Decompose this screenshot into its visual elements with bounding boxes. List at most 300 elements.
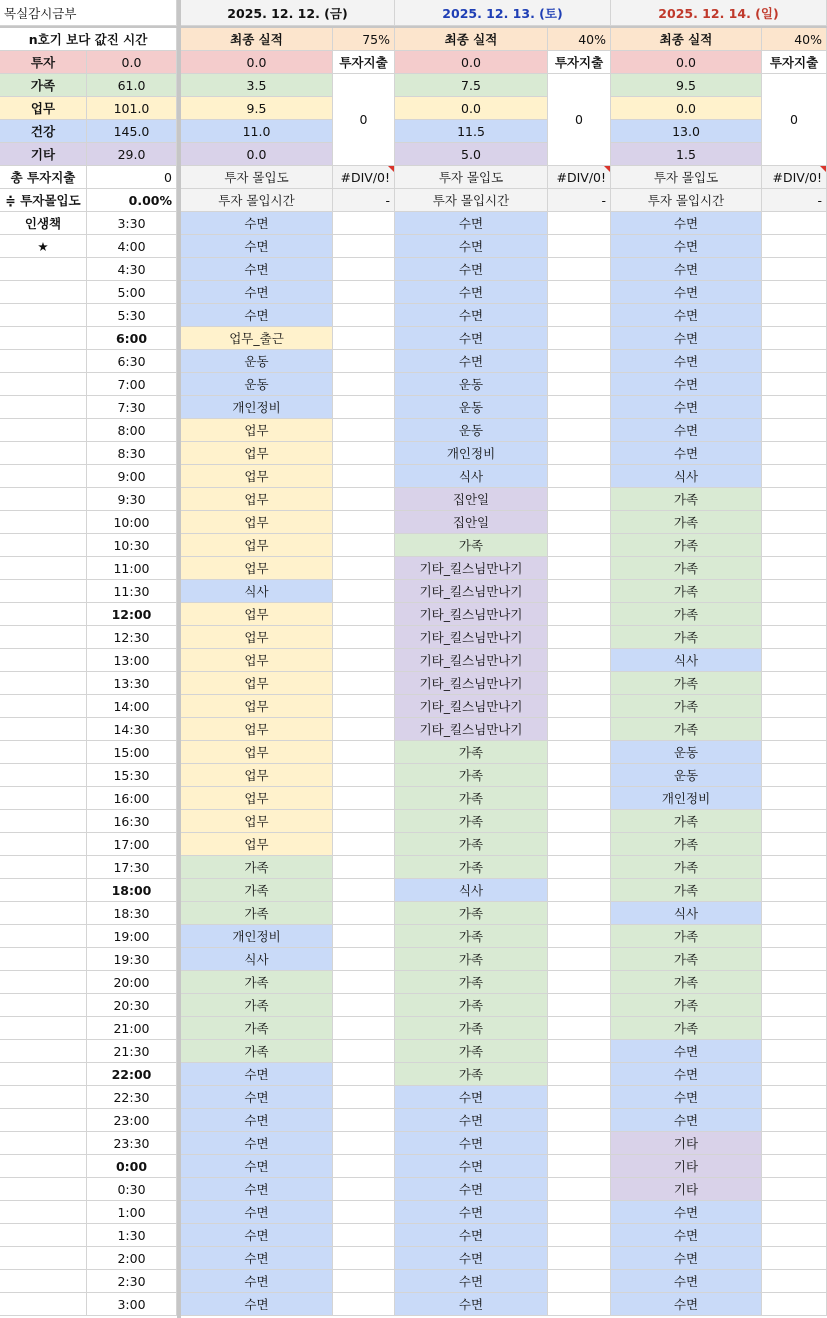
note-cell[interactable] [548, 810, 611, 833]
time-slot[interactable]: 8:00 [87, 419, 177, 442]
activity-cell[interactable]: 식사 [181, 580, 333, 603]
note-cell[interactable] [548, 787, 611, 810]
time-slot[interactable]: 1:30 [87, 1224, 177, 1247]
activity-cell[interactable]: 가족 [181, 971, 333, 994]
life-label[interactable]: 인생책 [0, 212, 87, 235]
note-cell[interactable] [333, 465, 395, 488]
note-cell[interactable] [548, 281, 611, 304]
activity-cell[interactable]: 수면 [181, 1270, 333, 1293]
left-cell[interactable] [0, 787, 87, 810]
activity-cell[interactable]: 가족 [611, 557, 762, 580]
activity-cell[interactable]: 기타 [611, 1132, 762, 1155]
note-cell[interactable] [548, 925, 611, 948]
summary-label[interactable]: 기타 [0, 143, 87, 166]
activity-cell[interactable]: 수면 [395, 1201, 548, 1224]
day-summary-value[interactable]: 9.5 [181, 97, 333, 120]
activity-cell[interactable]: 수면 [181, 304, 333, 327]
time-slot[interactable]: 14:00 [87, 695, 177, 718]
time-slot[interactable]: 11:30 [87, 580, 177, 603]
note-cell[interactable] [762, 304, 827, 327]
activity-cell[interactable]: 업무 [181, 695, 333, 718]
activity-cell[interactable]: 운동 [611, 741, 762, 764]
expense-value[interactable]: 0 [762, 74, 827, 166]
note-cell[interactable] [762, 465, 827, 488]
day-summary-value[interactable]: 0.0 [611, 51, 762, 74]
time-slot[interactable]: 21:30 [87, 1040, 177, 1063]
time-slot[interactable]: 9:30 [87, 488, 177, 511]
focus-header[interactable]: 투자 몰입도 [395, 166, 548, 189]
note-cell[interactable] [333, 419, 395, 442]
activity-cell[interactable]: 수면 [395, 304, 548, 327]
note-cell[interactable] [548, 1178, 611, 1201]
note-cell[interactable] [762, 1224, 827, 1247]
activity-cell[interactable]: 수면 [611, 1086, 762, 1109]
time-slot[interactable]: 21:00 [87, 1017, 177, 1040]
note-cell[interactable] [333, 1109, 395, 1132]
left-header[interactable]: n호기 보다 값진 시간 [0, 28, 177, 51]
day-summary-value[interactable]: 0.0 [395, 51, 548, 74]
time-slot[interactable]: 15:00 [87, 741, 177, 764]
focus-label[interactable]: ≑ 투자몰입도 [0, 189, 87, 212]
time-slot[interactable]: 20:00 [87, 971, 177, 994]
day-summary-value[interactable]: 9.5 [611, 74, 762, 97]
note-cell[interactable] [333, 1017, 395, 1040]
note-cell[interactable] [333, 925, 395, 948]
note-cell[interactable] [762, 1040, 827, 1063]
day-summary-value[interactable]: 1.5 [611, 143, 762, 166]
activity-cell[interactable]: 수면 [611, 304, 762, 327]
summary-label[interactable]: 투자 [0, 51, 87, 74]
left-cell[interactable] [0, 534, 87, 557]
note-cell[interactable] [548, 350, 611, 373]
note-cell[interactable] [333, 764, 395, 787]
note-cell[interactable] [548, 1063, 611, 1086]
note-cell[interactable] [548, 534, 611, 557]
note-cell[interactable] [333, 741, 395, 764]
left-cell[interactable] [0, 902, 87, 925]
activity-cell[interactable]: 기타_킬스님만나기 [395, 603, 548, 626]
left-cell[interactable] [0, 718, 87, 741]
note-cell[interactable] [762, 1247, 827, 1270]
left-cell[interactable] [0, 994, 87, 1017]
activity-cell[interactable]: 개인정비 [181, 925, 333, 948]
expense-header[interactable]: 투자지출 [333, 51, 395, 74]
day-percent[interactable]: 40% [548, 28, 611, 51]
note-cell[interactable] [548, 1040, 611, 1063]
activity-cell[interactable]: 수면 [611, 1201, 762, 1224]
note-cell[interactable] [762, 511, 827, 534]
summary-total[interactable]: 0.0 [87, 51, 177, 74]
day-summary-value[interactable]: 0.0 [395, 97, 548, 120]
activity-cell[interactable]: 가족 [611, 971, 762, 994]
note-cell[interactable] [548, 672, 611, 695]
left-cell[interactable] [0, 741, 87, 764]
note-cell[interactable] [333, 350, 395, 373]
activity-cell[interactable]: 수면 [181, 1086, 333, 1109]
left-cell[interactable] [0, 488, 87, 511]
note-cell[interactable] [548, 1224, 611, 1247]
activity-cell[interactable]: 가족 [611, 695, 762, 718]
activity-cell[interactable]: 업무 [181, 488, 333, 511]
note-cell[interactable] [762, 235, 827, 258]
note-cell[interactable] [548, 741, 611, 764]
note-cell[interactable] [548, 511, 611, 534]
activity-cell[interactable]: 수면 [611, 1063, 762, 1086]
note-cell[interactable] [762, 1017, 827, 1040]
left-cell[interactable] [0, 925, 87, 948]
time-slot[interactable]: 12:30 [87, 626, 177, 649]
focus-time-value[interactable]: - [548, 189, 611, 212]
left-cell[interactable] [0, 1086, 87, 1109]
activity-cell[interactable]: 수면 [395, 1293, 548, 1316]
time-slot[interactable]: 2:30 [87, 1270, 177, 1293]
activity-cell[interactable]: 기타_킬스님만나기 [395, 626, 548, 649]
note-cell[interactable] [333, 281, 395, 304]
date-header-2[interactable]: 2025. 12. 13. (토) [395, 0, 611, 26]
left-cell[interactable] [0, 1109, 87, 1132]
activity-cell[interactable]: 기타_킬스님만나기 [395, 718, 548, 741]
note-cell[interactable] [762, 327, 827, 350]
left-cell[interactable] [0, 1201, 87, 1224]
left-cell[interactable] [0, 948, 87, 971]
note-cell[interactable] [762, 718, 827, 741]
note-cell[interactable] [548, 603, 611, 626]
note-cell[interactable] [762, 764, 827, 787]
time-slot[interactable]: 22:30 [87, 1086, 177, 1109]
time-slot[interactable]: 23:30 [87, 1132, 177, 1155]
time-slot[interactable]: 14:30 [87, 718, 177, 741]
summary-total[interactable]: 101.0 [87, 97, 177, 120]
activity-cell[interactable]: 기타_킬스님만나기 [395, 649, 548, 672]
activity-cell[interactable]: 가족 [611, 1017, 762, 1040]
note-cell[interactable] [333, 603, 395, 626]
activity-cell[interactable]: 수면 [611, 442, 762, 465]
note-cell[interactable] [762, 396, 827, 419]
activity-cell[interactable]: 가족 [611, 718, 762, 741]
note-cell[interactable] [762, 787, 827, 810]
note-cell[interactable] [548, 304, 611, 327]
activity-cell[interactable]: 수면 [181, 1293, 333, 1316]
left-cell[interactable] [0, 1270, 87, 1293]
note-cell[interactable] [333, 948, 395, 971]
note-cell[interactable] [762, 741, 827, 764]
day-summary-value[interactable]: 13.0 [611, 120, 762, 143]
note-cell[interactable] [333, 1224, 395, 1247]
activity-cell[interactable]: 가족 [395, 902, 548, 925]
note-cell[interactable] [762, 1063, 827, 1086]
activity-cell[interactable]: 업무 [181, 534, 333, 557]
left-cell[interactable] [0, 281, 87, 304]
activity-cell[interactable]: 수면 [395, 1132, 548, 1155]
note-cell[interactable] [548, 718, 611, 741]
time-slot[interactable]: 18:30 [87, 902, 177, 925]
note-cell[interactable] [333, 718, 395, 741]
time-slot[interactable]: 4:00 [87, 235, 177, 258]
activity-cell[interactable]: 수면 [611, 396, 762, 419]
focus-header[interactable]: 투자 몰입도 [611, 166, 762, 189]
activity-cell[interactable]: 가족 [395, 948, 548, 971]
time-slot[interactable]: 5:30 [87, 304, 177, 327]
day-summary-value[interactable]: 0.0 [611, 97, 762, 120]
time-slot[interactable]: 15:30 [87, 764, 177, 787]
activity-cell[interactable]: 식사 [395, 465, 548, 488]
activity-cell[interactable]: 수면 [395, 327, 548, 350]
note-cell[interactable] [762, 603, 827, 626]
note-cell[interactable] [548, 396, 611, 419]
activity-cell[interactable]: 수면 [395, 1178, 548, 1201]
note-cell[interactable] [548, 1293, 611, 1316]
note-cell[interactable] [548, 1132, 611, 1155]
activity-cell[interactable]: 수면 [611, 419, 762, 442]
activity-cell[interactable]: 수면 [611, 1040, 762, 1063]
time-slot[interactable]: 13:00 [87, 649, 177, 672]
note-cell[interactable] [762, 1109, 827, 1132]
note-cell[interactable] [762, 373, 827, 396]
activity-cell[interactable]: 가족 [611, 603, 762, 626]
note-cell[interactable] [548, 879, 611, 902]
activity-cell[interactable]: 수면 [395, 1247, 548, 1270]
left-cell[interactable] [0, 1247, 87, 1270]
activity-cell[interactable]: 가족 [611, 580, 762, 603]
activity-cell[interactable]: 가족 [395, 833, 548, 856]
left-cell[interactable] [0, 580, 87, 603]
note-cell[interactable] [333, 695, 395, 718]
activity-cell[interactable]: 가족 [181, 902, 333, 925]
activity-cell[interactable]: 기타_킬스님만나기 [395, 695, 548, 718]
note-cell[interactable] [548, 994, 611, 1017]
final-result-header[interactable]: 최종 실적 [611, 28, 762, 51]
left-cell[interactable] [0, 1017, 87, 1040]
note-cell[interactable] [333, 304, 395, 327]
activity-cell[interactable]: 가족 [611, 672, 762, 695]
activity-cell[interactable]: 업무 [181, 741, 333, 764]
star-mark[interactable]: ★ [0, 235, 87, 258]
activity-cell[interactable]: 업무 [181, 764, 333, 787]
left-cell[interactable] [0, 649, 87, 672]
activity-cell[interactable]: 개인정비 [181, 396, 333, 419]
focus-value[interactable]: #DIV/0! [548, 166, 611, 189]
time-slot[interactable]: 9:00 [87, 465, 177, 488]
note-cell[interactable] [548, 833, 611, 856]
total-expense-value[interactable]: 0 [87, 166, 177, 189]
note-cell[interactable] [762, 1201, 827, 1224]
left-cell[interactable] [0, 1040, 87, 1063]
focus-percent[interactable]: 0.00% [87, 189, 177, 212]
note-cell[interactable] [548, 626, 611, 649]
time-slot[interactable]: 6:30 [87, 350, 177, 373]
activity-cell[interactable]: 가족 [395, 741, 548, 764]
time-slot[interactable]: 4:30 [87, 258, 177, 281]
activity-cell[interactable]: 수면 [395, 1109, 548, 1132]
note-cell[interactable] [548, 212, 611, 235]
activity-cell[interactable]: 가족 [181, 1017, 333, 1040]
focus-time-header[interactable]: 투자 몰입시간 [181, 189, 333, 212]
date-header-3[interactable]: 2025. 12. 14. (일) [611, 0, 827, 26]
activity-cell[interactable]: 수면 [611, 1224, 762, 1247]
left-cell[interactable] [0, 1132, 87, 1155]
note-cell[interactable] [333, 557, 395, 580]
note-cell[interactable] [548, 1270, 611, 1293]
note-cell[interactable] [333, 396, 395, 419]
note-cell[interactable] [548, 649, 611, 672]
note-cell[interactable] [548, 948, 611, 971]
note-cell[interactable] [333, 580, 395, 603]
note-cell[interactable] [548, 1086, 611, 1109]
note-cell[interactable] [333, 212, 395, 235]
left-cell[interactable] [0, 258, 87, 281]
activity-cell[interactable]: 가족 [395, 1017, 548, 1040]
activity-cell[interactable]: 기타 [611, 1178, 762, 1201]
activity-cell[interactable]: 가족 [181, 879, 333, 902]
note-cell[interactable] [333, 626, 395, 649]
left-cell[interactable] [0, 603, 87, 626]
expense-header[interactable]: 투자지출 [762, 51, 827, 74]
activity-cell[interactable]: 수면 [181, 1063, 333, 1086]
day-summary-value[interactable]: 3.5 [181, 74, 333, 97]
final-result-header[interactable]: 최종 실적 [181, 28, 333, 51]
activity-cell[interactable]: 수면 [611, 373, 762, 396]
note-cell[interactable] [333, 1293, 395, 1316]
day-summary-value[interactable]: 11.0 [181, 120, 333, 143]
activity-cell[interactable]: 가족 [611, 925, 762, 948]
focus-time-header[interactable]: 투자 몰입시간 [395, 189, 548, 212]
activity-cell[interactable]: 가족 [181, 856, 333, 879]
activity-cell[interactable]: 수면 [611, 1109, 762, 1132]
activity-cell[interactable]: 가족 [611, 994, 762, 1017]
focus-value[interactable]: #DIV/0! [762, 166, 827, 189]
activity-cell[interactable]: 식사 [611, 465, 762, 488]
activity-cell[interactable]: 집안일 [395, 488, 548, 511]
activity-cell[interactable]: 식사 [395, 879, 548, 902]
note-cell[interactable] [548, 258, 611, 281]
activity-cell[interactable]: 가족 [611, 511, 762, 534]
note-cell[interactable] [333, 258, 395, 281]
left-cell[interactable] [0, 856, 87, 879]
note-cell[interactable] [333, 649, 395, 672]
note-cell[interactable] [762, 810, 827, 833]
note-cell[interactable] [333, 327, 395, 350]
activity-cell[interactable]: 가족 [395, 787, 548, 810]
time-slot[interactable]: 0:30 [87, 1178, 177, 1201]
day-summary-value[interactable]: 11.5 [395, 120, 548, 143]
activity-cell[interactable]: 수면 [181, 281, 333, 304]
note-cell[interactable] [333, 1178, 395, 1201]
note-cell[interactable] [333, 1201, 395, 1224]
activity-cell[interactable]: 업무 [181, 787, 333, 810]
left-cell[interactable] [0, 373, 87, 396]
time-slot[interactable]: 12:00 [87, 603, 177, 626]
activity-cell[interactable]: 업무 [181, 649, 333, 672]
note-cell[interactable] [762, 488, 827, 511]
note-cell[interactable] [762, 281, 827, 304]
note-cell[interactable] [548, 235, 611, 258]
activity-cell[interactable]: 수면 [611, 258, 762, 281]
left-cell[interactable] [0, 1155, 87, 1178]
note-cell[interactable] [333, 902, 395, 925]
activity-cell[interactable]: 업무 [181, 718, 333, 741]
time-slot[interactable]: 19:00 [87, 925, 177, 948]
time-slot[interactable]: 1:00 [87, 1201, 177, 1224]
left-cell[interactable] [0, 695, 87, 718]
note-cell[interactable] [548, 1109, 611, 1132]
summary-label[interactable]: 업무 [0, 97, 87, 120]
activity-cell[interactable]: 수면 [395, 1270, 548, 1293]
focus-value[interactable]: #DIV/0! [333, 166, 395, 189]
activity-cell[interactable]: 수면 [395, 258, 548, 281]
note-cell[interactable] [762, 350, 827, 373]
focus-time-header[interactable]: 투자 몰입시간 [611, 189, 762, 212]
note-cell[interactable] [548, 764, 611, 787]
activity-cell[interactable]: 개인정비 [395, 442, 548, 465]
time-slot[interactable]: 6:00 [87, 327, 177, 350]
activity-cell[interactable]: 수면 [181, 212, 333, 235]
left-cell[interactable] [0, 971, 87, 994]
note-cell[interactable] [333, 672, 395, 695]
total-expense-label[interactable]: 총 투자지출 [0, 166, 87, 189]
note-cell[interactable] [548, 902, 611, 925]
left-cell[interactable] [0, 327, 87, 350]
note-cell[interactable] [762, 672, 827, 695]
summary-total[interactable]: 29.0 [87, 143, 177, 166]
note-cell[interactable] [333, 971, 395, 994]
note-cell[interactable] [333, 1270, 395, 1293]
activity-cell[interactable]: 기타_킬스님만나기 [395, 557, 548, 580]
note-cell[interactable] [762, 534, 827, 557]
activity-cell[interactable]: 수면 [395, 1086, 548, 1109]
activity-cell[interactable]: 업무 [181, 419, 333, 442]
activity-cell[interactable]: 수면 [611, 281, 762, 304]
expense-value[interactable]: 0 [333, 74, 395, 166]
left-cell[interactable] [0, 442, 87, 465]
focus-header[interactable]: 투자 몰입도 [181, 166, 333, 189]
activity-cell[interactable]: 수면 [181, 1201, 333, 1224]
day-percent[interactable]: 40% [762, 28, 827, 51]
activity-cell[interactable]: 수면 [611, 212, 762, 235]
activity-cell[interactable]: 가족 [611, 810, 762, 833]
activity-cell[interactable]: 업무 [181, 603, 333, 626]
time-slot[interactable]: 18:00 [87, 879, 177, 902]
activity-cell[interactable]: 업무 [181, 672, 333, 695]
activity-cell[interactable]: 가족 [611, 534, 762, 557]
note-cell[interactable] [762, 856, 827, 879]
note-cell[interactable] [548, 695, 611, 718]
activity-cell[interactable]: 집안일 [395, 511, 548, 534]
time-slot[interactable]: 2:00 [87, 1247, 177, 1270]
left-cell[interactable] [0, 626, 87, 649]
note-cell[interactable] [762, 994, 827, 1017]
activity-cell[interactable]: 수면 [611, 350, 762, 373]
note-cell[interactable] [762, 925, 827, 948]
note-cell[interactable] [762, 580, 827, 603]
activity-cell[interactable]: 운동 [395, 373, 548, 396]
time-slot[interactable]: 5:00 [87, 281, 177, 304]
note-cell[interactable] [548, 327, 611, 350]
time-slot[interactable]: 7:00 [87, 373, 177, 396]
note-cell[interactable] [548, 419, 611, 442]
time-slot[interactable]: 23:00 [87, 1109, 177, 1132]
summary-label[interactable]: 가족 [0, 74, 87, 97]
final-result-header[interactable]: 최종 실적 [395, 28, 548, 51]
left-cell[interactable] [0, 465, 87, 488]
activity-cell[interactable]: 수면 [181, 1178, 333, 1201]
note-cell[interactable] [333, 373, 395, 396]
time-slot[interactable]: 8:30 [87, 442, 177, 465]
activity-cell[interactable]: 가족 [611, 856, 762, 879]
activity-cell[interactable]: 기타_킬스님만나기 [395, 580, 548, 603]
left-cell[interactable] [0, 350, 87, 373]
activity-cell[interactable]: 업무 [181, 626, 333, 649]
note-cell[interactable] [333, 879, 395, 902]
